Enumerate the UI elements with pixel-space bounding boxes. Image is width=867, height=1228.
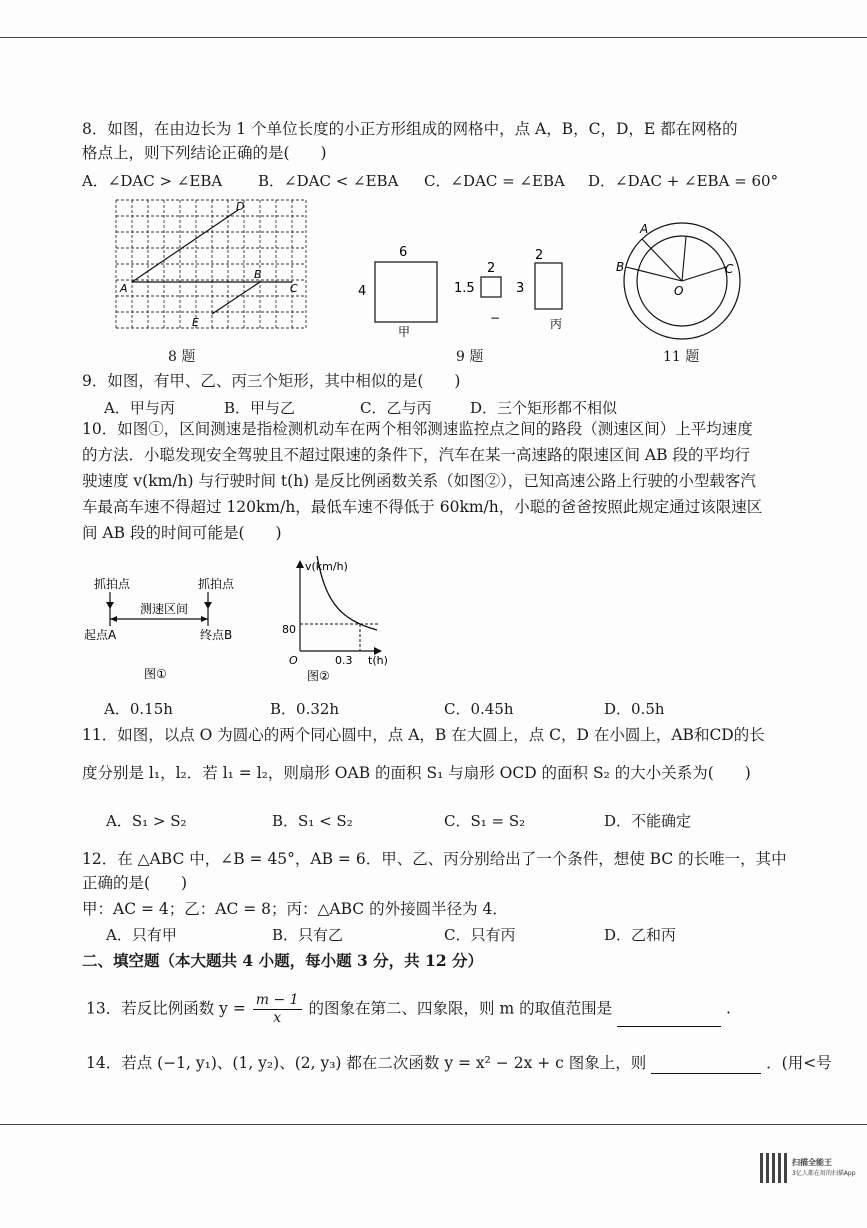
q13-denominator: x: [273, 1010, 282, 1026]
q11-option-a: A．S₁ > S₂: [106, 812, 187, 830]
q9-stem: 9．如图，有甲、乙、丙三个矩形，其中相似的是( ): [82, 372, 461, 390]
q13-numerator: m − 1: [253, 992, 302, 1010]
rect-yi-left: 1.5: [454, 281, 475, 296]
q8-grid-figure: [112, 196, 312, 336]
point-e: E: [192, 316, 199, 329]
section-2-title: 二、填空题（本大题共 4 小题，每小题 3 分，共 12 分）: [82, 951, 484, 970]
q13-suffix: 的图象在第二、四象限，则 m 的取值范围是: [308, 999, 613, 1018]
q11-option-c: C．S₁ = S₂: [444, 812, 526, 830]
bottom-rule: [0, 1124, 867, 1125]
fig1-camera-2: 抓拍点: [198, 577, 235, 591]
rect-jia-label: 甲: [398, 325, 411, 339]
fig2-xlabel: t(h): [368, 654, 388, 667]
q13-answer-blank[interactable]: [617, 1010, 721, 1027]
fig1-camera-1: 抓拍点: [94, 577, 131, 591]
q10-line2: 的方法．小聪发现安全驾驶且不超过限速的条件下，汽车在某一高速路的限速区间 AB 段的平均行: [82, 446, 750, 464]
fig2-ytick: 80: [282, 623, 296, 636]
q12-option-d: D．乙和丙: [604, 926, 677, 944]
segment-eb: [212, 282, 260, 314]
fig1-caption: 图①: [144, 667, 167, 681]
point-a: A: [120, 282, 128, 295]
fig2-caption: 图②: [307, 669, 330, 683]
q14-suffix: ．(用<号: [766, 1054, 832, 1072]
q12-line3: 甲：AC = 4；乙：AC = 8；丙：△ABC 的外接圆半径为 4．: [82, 900, 508, 918]
rect-bing: [535, 263, 562, 309]
q10-option-d: D．0.5h: [604, 700, 665, 718]
q10-line1: 10．如图①，区间测速是指检测机动车在两个相邻测速监控点之间的路段（测速区间）上平均速度: [82, 420, 753, 438]
q13-prefix: 13．若反比例函数 y =: [86, 999, 246, 1018]
q9-option-a: A．甲与丙: [104, 399, 175, 417]
rect-bing-label: 丙: [550, 317, 563, 331]
q9-option-d: D．三个矩形都不相似: [470, 399, 618, 417]
scanner-brand: 扫描全能王: [792, 1158, 832, 1167]
scanner-subtitle: 3亿人都在用的扫描App: [792, 1170, 856, 1177]
q14-prefix: 14．若点 (−1, y₁)、(1, y₂)、(2, y₃) 都在二次函数 y = x² − 2x + c 图象上，则: [86, 1054, 647, 1072]
q12-option-b: B．只有乙: [272, 926, 344, 944]
q12-option-c: C．只有丙: [444, 926, 516, 944]
rect-bing-top: 2: [535, 248, 544, 263]
q11-option-d: D．不能确定: [604, 812, 692, 830]
q9-figure-caption: 9 题: [456, 349, 484, 365]
rect-yi-top: 2: [487, 261, 496, 276]
q13-end: .: [725, 999, 731, 1018]
qr-code-icon: [760, 1153, 790, 1183]
scanner-watermark: [792, 1157, 856, 1177]
circle-point-b: B: [616, 260, 625, 274]
q11-line1: 11．如图，以点 O 为圆心的两个同心圆中，点 A，B 在大圆上，点 C，D 在小圆上，AB和CD的长: [82, 726, 765, 744]
q10-line4: 车最高车速不得超过 120km/h，最低车速不得低于 60km/h，小聪的爸爸按照此规定通过该限速区: [82, 498, 763, 516]
q8-option-c: C．∠DAC = ∠EBA: [424, 172, 565, 190]
q8-option-d: D．∠DAC + ∠EBA = 60°: [588, 172, 779, 190]
fig2-origin: O: [289, 654, 298, 667]
fig1-start: 起点A: [84, 628, 117, 642]
q8-line2: 格点上，则下列结论正确的是( ): [82, 144, 327, 162]
q11-figure-caption: 11 题: [663, 349, 700, 365]
q10-line3: 驶速度 v(km/h) 与行驶时间 t(h) 是反比例函数关系（如图②），已知高速公路上行驶的小型载客汽: [82, 472, 756, 490]
q10-fig2-inverse-chart: [275, 556, 415, 686]
top-rule: [0, 37, 867, 38]
q11-line2: 度分别是 l₁，l₂．若 l₁ = l₂，则扇形 OAB 的面积 S₁ 与扇形 OCD 的面积 S₂ 的大小关系为( ): [82, 764, 751, 782]
q8-option-a: A．∠DAC > ∠EBA: [82, 172, 223, 190]
fig1-section-label: 测速区间: [140, 602, 189, 616]
circle-point-c: C: [725, 262, 734, 276]
q12-option-a: A．只有甲: [106, 926, 177, 944]
rect-jia: [375, 262, 437, 322]
q14-answer-blank[interactable]: [651, 1057, 761, 1074]
circle-point-a: A: [640, 222, 649, 236]
q13-fraction: [253, 992, 302, 1027]
q8-figure-caption: 8 题: [168, 349, 196, 365]
q11-circles-figure: [612, 215, 757, 350]
fig2-ylabel: v(km/h): [305, 560, 348, 573]
q12-line2: 正确的是( ): [82, 874, 188, 892]
q14-row: [86, 1052, 832, 1074]
q12-line1: 12．在 △ABC 中，∠B = 45°，AB = 6．甲、乙、丙分别给出了一个条件，想使 BC 的长唯一，其中: [82, 850, 787, 868]
q10-option-a: A．0.15h: [104, 700, 173, 718]
q11-option-b: B．S₁ < S₂: [272, 812, 353, 830]
grid-lines: [116, 200, 306, 328]
q10-option-c: C．0.45h: [444, 700, 514, 718]
rect-yi-label: −: [490, 311, 501, 325]
rect-bing-left: 3: [516, 281, 525, 296]
point-d: D: [236, 200, 245, 213]
circle-point-o: O: [674, 284, 684, 298]
q13-row: [86, 992, 731, 1027]
rect-jia-left: 4: [358, 284, 367, 299]
rect-yi: [481, 277, 501, 297]
point-c: C: [290, 282, 298, 295]
q10-line5: 间 AB 段的时间可能是( ): [82, 524, 282, 542]
q9-option-b: B．甲与乙: [224, 399, 296, 417]
q8-line1: 8．如图，在由边长为 1 个单位长度的小正方形组成的网格中，点 A，B，C，D，E 都在网格的: [82, 120, 738, 138]
q10-fig1-speed-zone: [80, 572, 260, 682]
fig2-xtick: 0.3: [335, 654, 353, 667]
q9-rectangles-figure: [350, 240, 580, 340]
rect-jia-top: 6: [399, 245, 408, 260]
q9-option-c: C．乙与丙: [360, 399, 432, 417]
q10-option-b: B．0.32h: [270, 700, 340, 718]
point-b: B: [254, 268, 262, 281]
fig1-end: 终点B: [200, 628, 233, 642]
q8-option-b: B．∠DAC < ∠EBA: [258, 172, 399, 190]
